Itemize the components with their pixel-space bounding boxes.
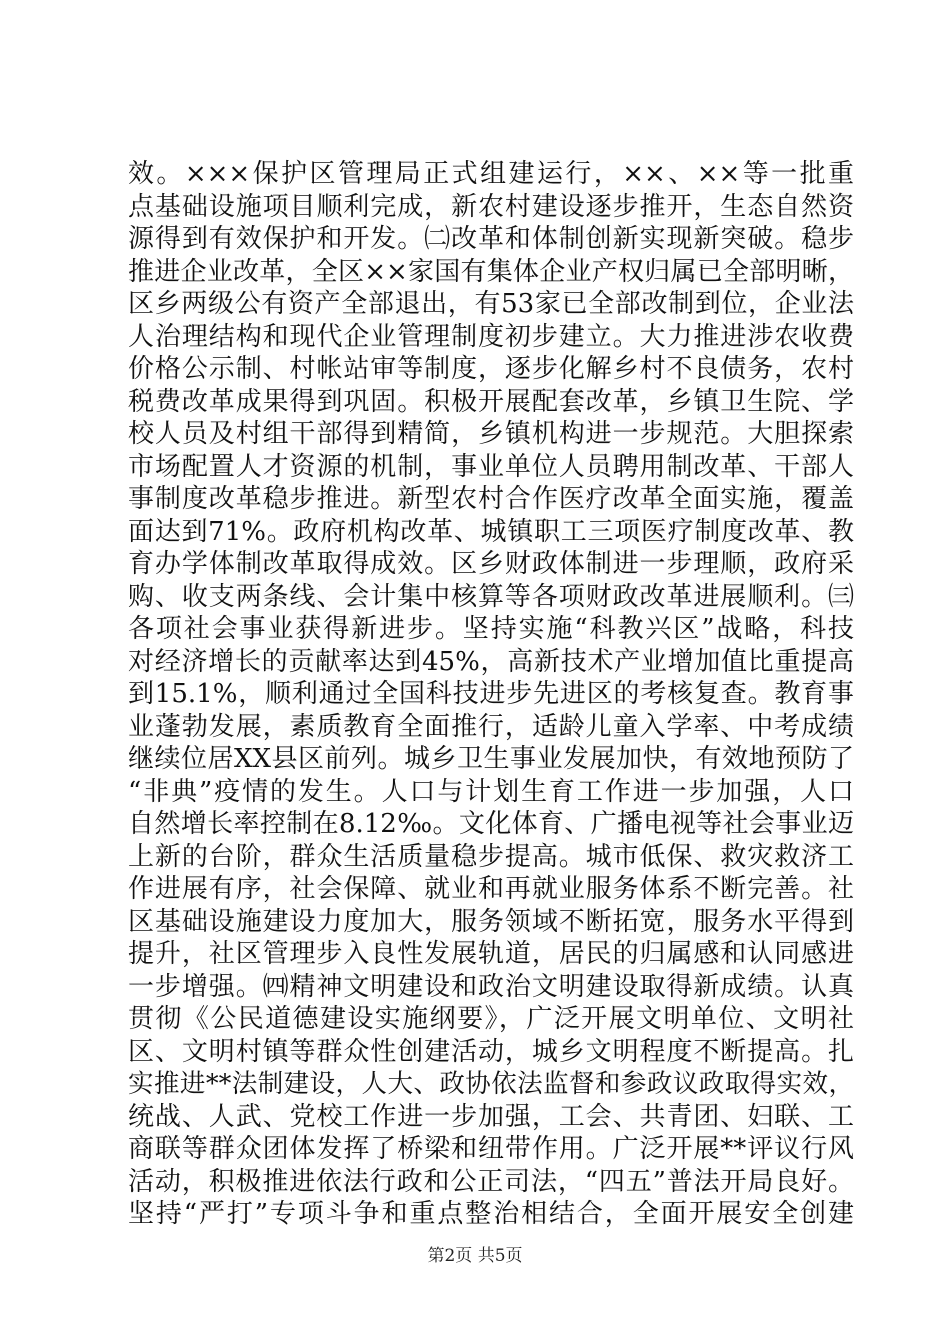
text-line: 活动，积极推进依法行政和公正司法，“四五”普法开局良好。 bbox=[128, 1166, 854, 1197]
text-line: 到15.1%，顺利通过全国科技进步先进区的考核复查。教育事 bbox=[128, 679, 854, 709]
text-line: 源得到有效保护和开发。㈡改革和体制创新实现新突破。稳步 bbox=[128, 224, 854, 254]
page-footer bbox=[0, 1245, 950, 1267]
text-line: 面达到71%。政府机构改革、城镇职工三项医疗制度改革、教 bbox=[128, 516, 854, 547]
text-line: 区、文明村镇等群众性创建活动，城乡文明程度不断提高。扎 bbox=[128, 1036, 854, 1067]
text-line: 推进企业改革，全区××家国有集体企业产权归属已全部明晰， bbox=[128, 256, 854, 287]
text-line: 业蓬勃发展，素质教育全面推行，适龄儿童入学率、中考成绩 bbox=[128, 711, 854, 742]
text-line: 购、收支两条线、会计集中核算等各项财政改革进展顺利。㈢ bbox=[128, 581, 854, 612]
text-line: 事制度改革稳步推进。新型农村合作医疗改革全面实施，覆盖 bbox=[128, 484, 854, 514]
text-line: 实推进**法制建设，人大、政协依法监督和参政议政取得实效， bbox=[128, 1069, 854, 1099]
text-line: “非典”疫情的发生。人口与计划生育工作进一步加强，人口 bbox=[128, 776, 854, 807]
text-line: 价格公示制、村帐站审等制度，逐步化解乡村不良债务，农村 bbox=[128, 354, 854, 384]
text-line: 校人员及村组干部得到精简，乡镇机构进一步规范。大胆探索 bbox=[128, 419, 854, 449]
text-line: 点基础设施项目顺利完成，新农村建设逐步推开，生态自然资 bbox=[128, 191, 854, 222]
text-line: 一步增强。㈣精神文明建设和政治文明建设取得新成绩。认真 bbox=[128, 971, 854, 1002]
text-line: 统战、人武、党校工作进一步加强，工会、共青团、妇联、工 bbox=[128, 1101, 854, 1132]
text-line: 育办学体制改革取得成效。区乡财政体制进一步理顺，政府采 bbox=[128, 549, 854, 579]
text-line: 市场配置人才资源的机制，事业单位人员聘用制改革、干部人 bbox=[128, 451, 854, 482]
text-line: 坚持“严打”专项斗争和重点整治相结合，全面开展安全创建 bbox=[128, 1199, 854, 1229]
text-line: 商联等群众团体发挥了桥梁和纽带作用。广泛开展**评议行风 bbox=[128, 1134, 854, 1164]
text-line: 人治理结构和现代企业管理制度初步建立。大力推进涉农收费 bbox=[128, 321, 854, 352]
text-line: 上新的台阶，群众生活质量稳步提高。城市低保、救灾救济工 bbox=[128, 841, 854, 872]
text-line: 各项社会事业获得新进步。坚持实施“科教兴区”战略，科技 bbox=[128, 614, 854, 644]
text-line: 自然增长率控制在8.12‰。文化体育、广播电视等社会事业迈 bbox=[128, 809, 854, 839]
text-line: 区乡两级公有资产全部退出，有53家已全部改制到位，企业法 bbox=[128, 289, 854, 319]
text-line: 提升，社区管理步入良性发展轨道，居民的归属感和认同感进 bbox=[128, 939, 854, 969]
text-line: 作进展有序，社会保障、就业和再就业服务体系不断完善。社 bbox=[128, 874, 854, 904]
text-line: 区基础设施建设力度加大，服务领域不断拓宽，服务水平得到 bbox=[128, 906, 854, 937]
body-text bbox=[128, 158, 854, 1231]
text-line: 对经济增长的贡献率达到45%，高新技术产业增加值比重提高 bbox=[128, 646, 854, 677]
text-line: 贯彻《公民道德建设实施纲要》，广泛开展文明单位、文明社 bbox=[128, 1004, 854, 1034]
page-number: 第2页 共5页 bbox=[427, 1246, 523, 1266]
text-line: 税费改革成果得到巩固。积极开展配套改革，乡镇卫生院、学 bbox=[128, 386, 854, 417]
text-line: 继续位居XX县区前列。城乡卫生事业发展加快，有效地预防了 bbox=[128, 744, 854, 774]
text-line: 效。×××保护区管理局正式组建运行，××、××等一批重 bbox=[128, 159, 854, 189]
